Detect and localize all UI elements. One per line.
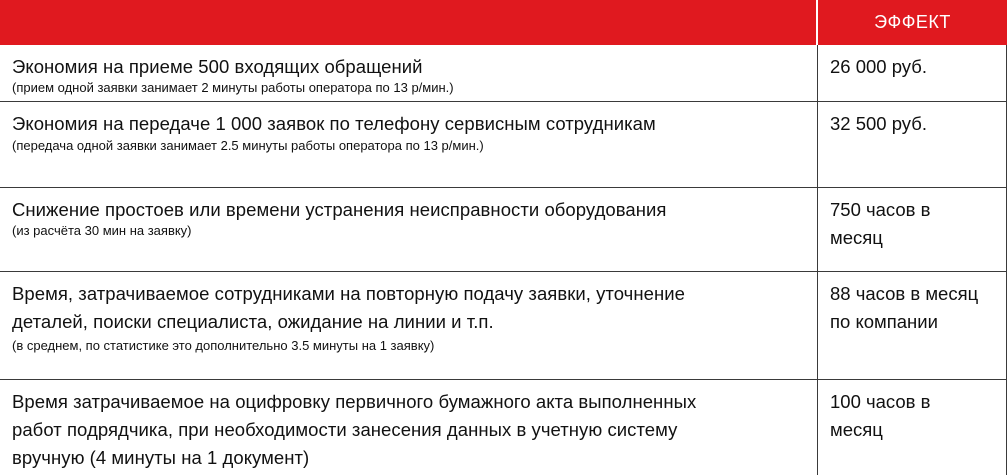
row-description-cell: [0, 188, 818, 271]
row-main-text: Экономия на приеме 500 входящих обращений: [12, 56, 423, 77]
row-effect-value: месяц: [830, 419, 883, 440]
row-note: (из расчёта 30 мин на заявку): [12, 223, 192, 238]
header-description-cell: [0, 0, 818, 45]
table-row: [0, 380, 1007, 475]
row-effect-cell: [818, 102, 1007, 187]
row-effect-value: 100 часов в: [830, 391, 931, 412]
row-main-text: деталей, поиски специалиста, ожидание на линии и т.п.: [12, 311, 494, 332]
row-effect-value: 750 часов в: [830, 199, 931, 220]
row-effect-value: месяц: [830, 227, 883, 248]
row-effect-value: 26 000 руб.: [830, 56, 927, 77]
table-row: [0, 45, 1007, 101]
row-note: (передача одной заявки занимает 2.5 минуты работы оператора по 13 р/мин.): [12, 138, 484, 153]
row-note: (прием одной заявки занимает 2 минуты работы оператора по 13 р/мин.): [12, 80, 454, 95]
row-main-text: Снижение простоев или времени устранения неисправности оборудования: [12, 199, 667, 220]
row-main-text: Время, затрачиваемое сотрудниками на повторную подачу заявки, уточнение: [12, 283, 685, 304]
row-effect-cell: [818, 188, 1007, 271]
row-effect-value: 32 500 руб.: [830, 113, 927, 134]
row-note: (в среднем, по статистике это дополнительно 3.5 минуты на 1 заявку): [12, 338, 435, 353]
table-row: [0, 188, 1007, 271]
row-effect-cell: [818, 45, 1007, 101]
row-description-cell: [0, 380, 818, 475]
row-main-text: работ подрядчика, при необходимости занесения данных в учетную систему: [12, 419, 678, 440]
row-effect-value: по компании: [830, 311, 938, 332]
row-main-text: Время затрачиваемое на оцифровку первичного бумажного акта выполненных: [12, 391, 697, 412]
table-row: [0, 272, 1007, 379]
table-row: [0, 102, 1007, 187]
row-description-cell: [0, 272, 818, 379]
row-main-text: вручную (4 минуты на 1 документ): [12, 447, 310, 468]
header-effect-label: ЭФФЕКТ: [818, 0, 1007, 45]
row-main-text: Экономия на передаче 1 000 заявок по телефону сервисным сотрудникам: [12, 113, 656, 134]
row-effect-value: 88 часов в месяц: [830, 283, 979, 304]
row-description-cell: [0, 45, 818, 101]
row-description-cell: [0, 102, 818, 187]
row-effect-cell: [818, 272, 1007, 379]
row-effect-cell: [818, 380, 1007, 475]
table-header: [0, 0, 1007, 45]
